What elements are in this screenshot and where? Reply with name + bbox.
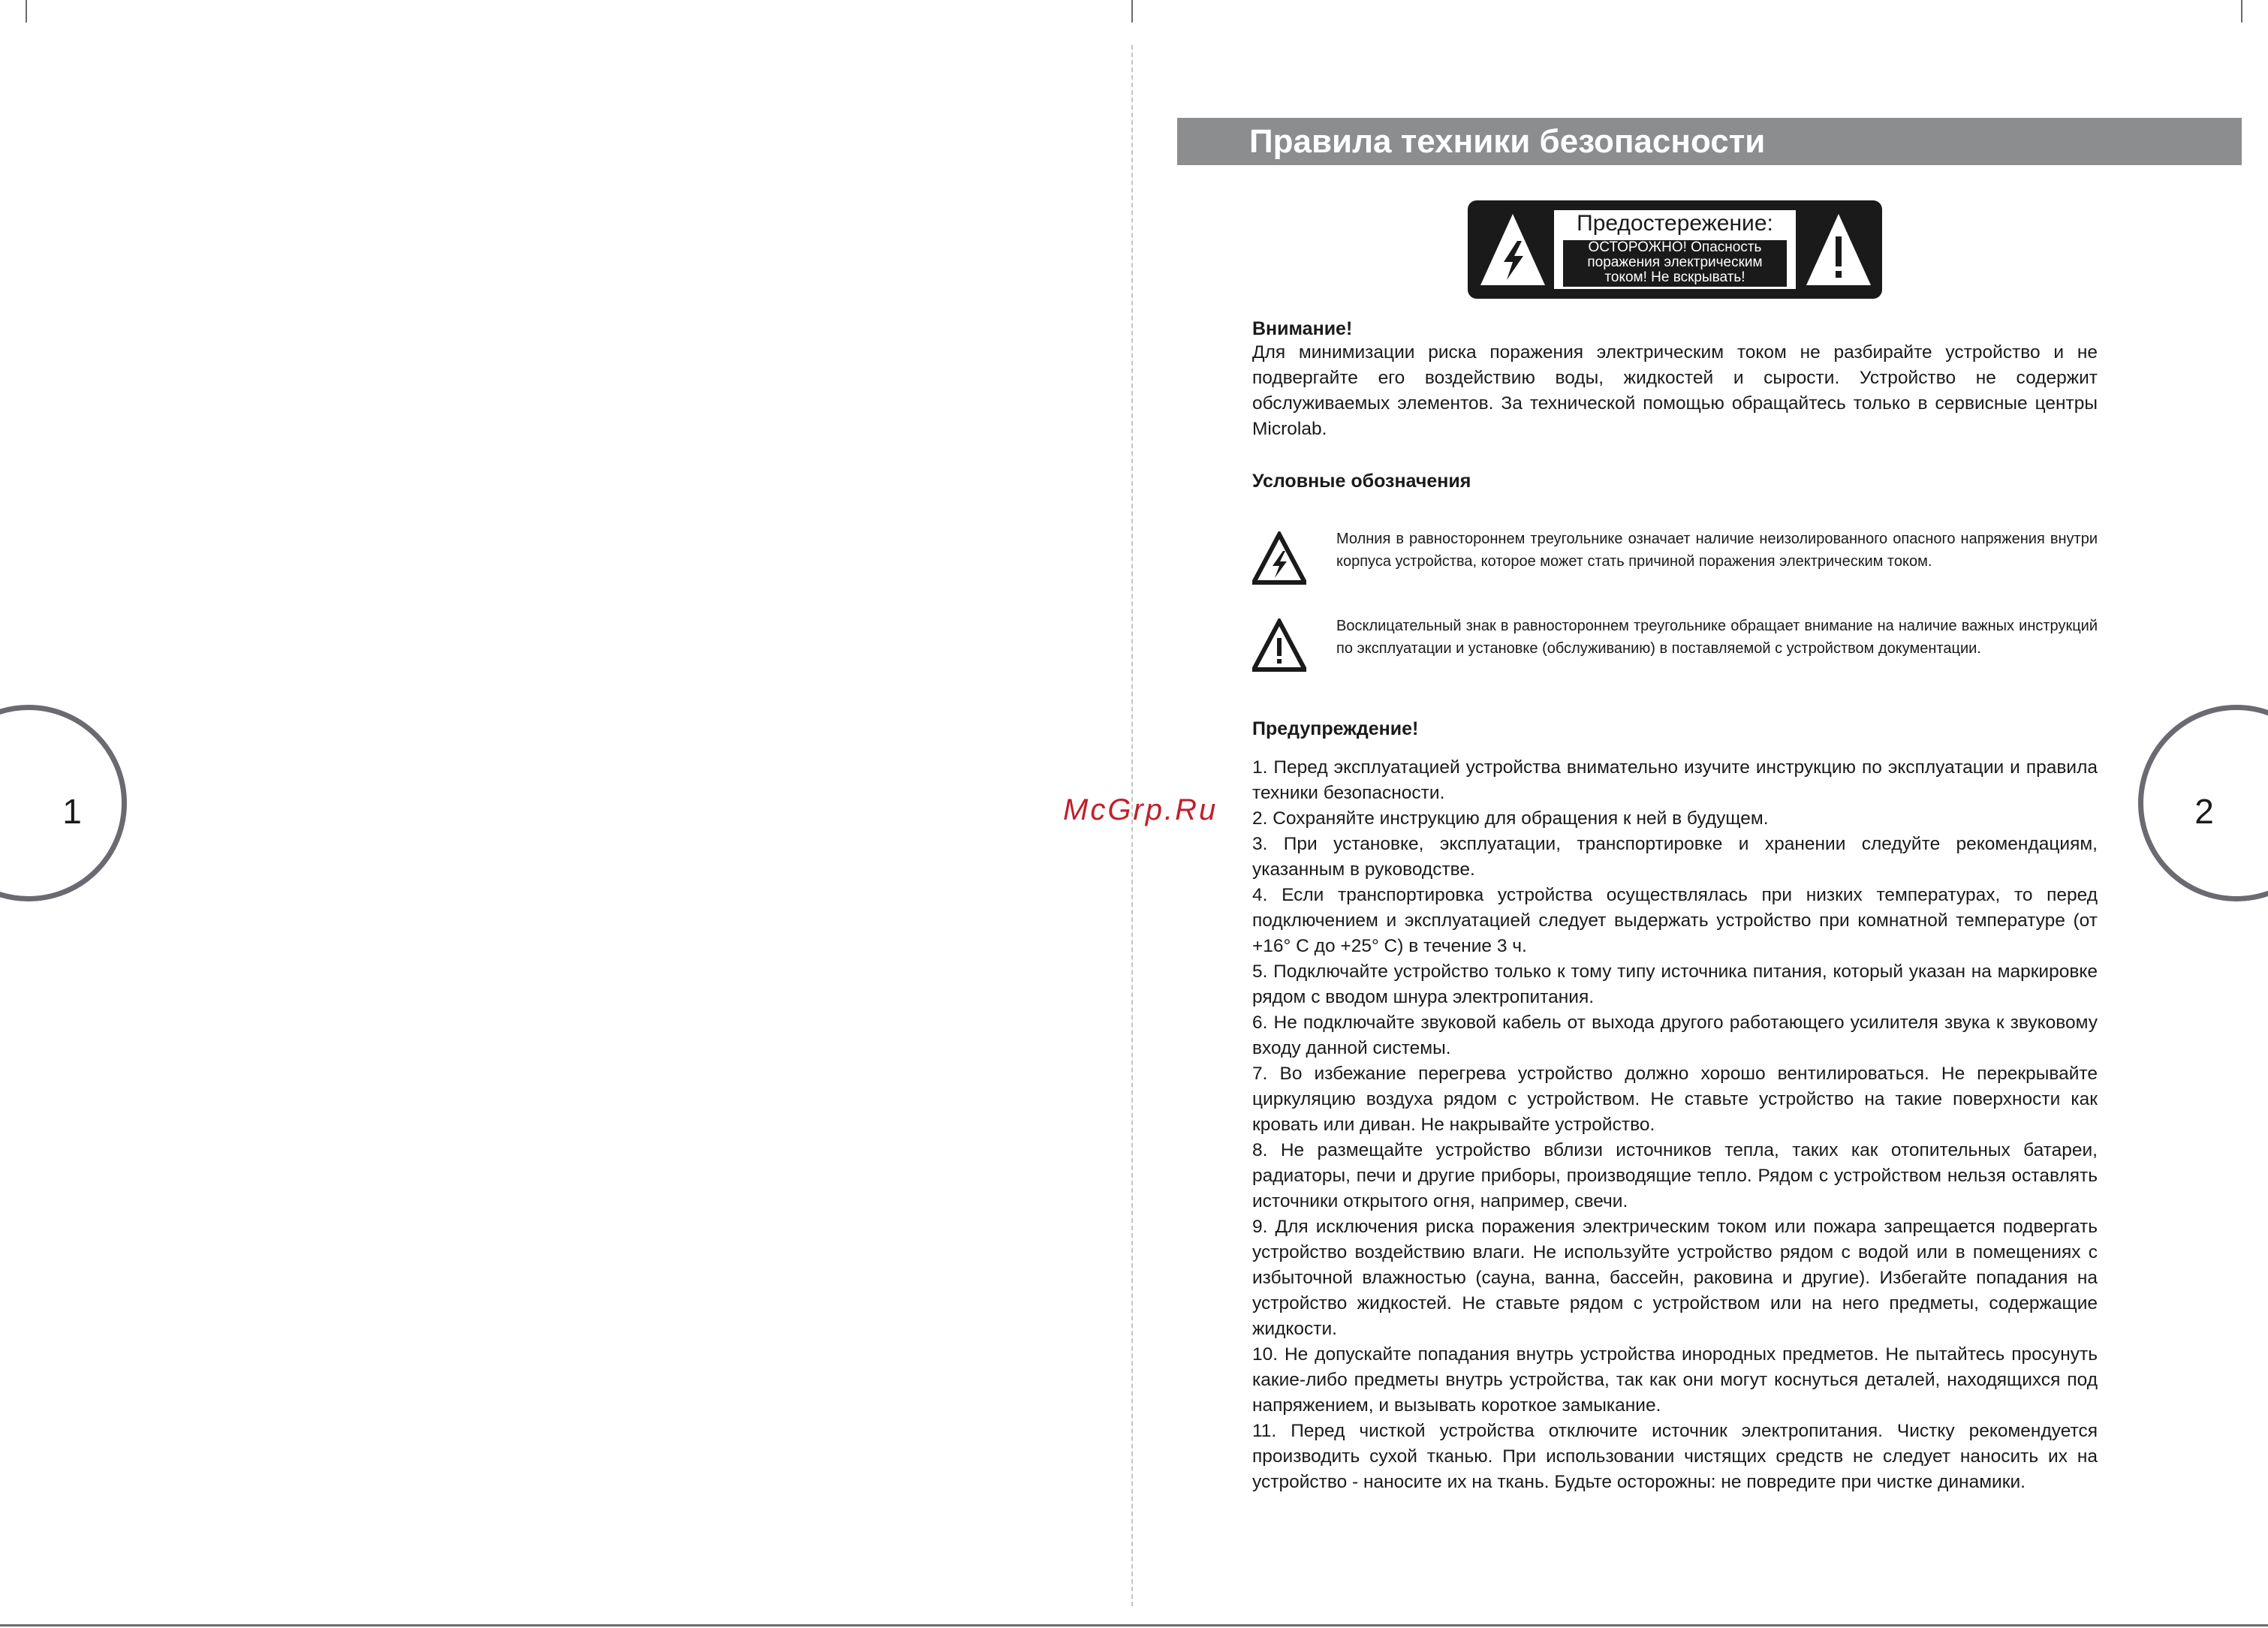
page-number-left: 1 [62, 792, 82, 831]
warning-item: 5. Подключайте устройство только к тому типу источника питания, который указан на маркировке рядом с вводом шнура электропитания. [1252, 961, 2098, 1007]
symbols-heading: Условные обозначения [1252, 471, 1471, 492]
caution-label [1468, 200, 1882, 299]
crop-mark [26, 0, 27, 23]
attention-text: Для минимизации риска поражения электрическим током не разбирайте устройство и не подвергайте его воздействию воды, жидкостей и сырости. Устройство не содержит обслуживаемых элементов. За технической помощью обращайтесь только в сервисные центры Microlab. [1252, 342, 2098, 439]
warning-section [1252, 718, 2098, 1495]
warning-heading: Предупреждение! [1252, 718, 1419, 739]
warning-item: 9. Для исключения риска поражения электрическим током или пожара запрещается подвергать устройство воздействию влаги. Не используйте устройство рядом с водой или в помещениях с избыточной влажностью (сауна, ванна, бассейн, раковина и другие). Избегайте попадания на устройство жидкостей. Не ставьте рядом с устройством или на него предметы, содержащие жидкости. [1252, 1217, 2098, 1339]
warning-item: 6. Не подключайте звуковой кабель от выхода другого работающего усилителя звука к звуковому входу данной системы. [1252, 1013, 2098, 1058]
lightning-triangle-icon [1478, 211, 1547, 288]
crop-mark [2241, 0, 2242, 23]
warning-item: 3. При установке, эксплуатации, транспортировке и хранении следуйте рекомендациям, указанным в руководстве. [1252, 834, 2098, 880]
caution-message [1563, 240, 1787, 287]
attention-heading: Внимание! [1252, 318, 1353, 339]
caution-line: током! Не вскрывать! [1604, 269, 1745, 285]
exclamation-triangle-icon [1252, 618, 1306, 673]
page-number-right: 2 [2194, 792, 2214, 831]
warning-item: 2. Сохраняйте инструкцию для обращения к ней в будущем. [1252, 808, 1769, 829]
symbols-heading-block [1252, 471, 2098, 492]
crop-mark [1131, 0, 1133, 23]
caution-line: поражения электрическим [1587, 254, 1763, 270]
section-title-bar [1177, 118, 2242, 165]
caution-heading: Предостережение: [1577, 211, 1773, 236]
symbol-item [1252, 615, 2098, 691]
lightning-triangle-icon [1252, 531, 1306, 585]
symbol-description: Восклицательный знак в равностороннем треугольнике обращает внимание на наличие важных инструкций по эксплуатации и установке (обслуживанию) в поставляемой с устройством документации. [1336, 618, 2098, 657]
watermark: McGrp.Ru [1063, 793, 1218, 826]
page-title: Правила техники безопасности [1249, 123, 1766, 160]
attention-section [1252, 318, 2098, 442]
caution-line: ОСТОРОЖНО! Опасность [1588, 239, 1762, 255]
caution-text-panel [1554, 210, 1796, 289]
symbol-description: Молния в равностороннем треугольнике означает наличие неизолированного опасного напряжения внутри корпуса устройства, которое может стать причиной поражения электрическим током. [1336, 531, 2098, 570]
exclamation-triangle-icon [1804, 211, 1873, 288]
symbol-item [1252, 528, 2098, 603]
warning-item: 1. Перед эксплуатацией устройства внимательно изучите инструкцию по эксплуатации и правила техники безопасности. [1252, 757, 2098, 803]
bottom-rule [0, 1624, 2268, 1626]
warning-item: 8. Не размещайте устройство вблизи источников тепла, таких как отопительных батареи, радиаторы, печи и другие приборы, производящие тепло. Рядом с устройством нельзя оставлять источники открытого огня, например, свечи. [1252, 1140, 2098, 1211]
warning-item: 10. Не допускайте попадания внутрь устройства инородных предметов. Не пытайтесь просунуть какие-либо предметы внутрь устройства, так как они могут коснуться деталей, находящихся под напряжением, и вызывать короткое замыкание. [1252, 1344, 2098, 1416]
warning-item: 7. Во избежание перегрева устройство должно хорошо вентилироваться. Не перекрывайте циркуляцию воздуха рядом с устройством. Не ставьте устройство на такие поверхности как кровать или диван. Не накрывайте устройство. [1252, 1064, 2098, 1135]
warning-item: 4. Если транспортировка устройства осуществлялась при низких температурах, то перед подключением и эксплуатацией следует выдержать устройство при комнатной температуре (от +16° С до +25° С) в течение 3 ч. [1252, 885, 2098, 956]
warning-item: 11. Перед чисткой устройства отключите источник электропитания. Чистку рекомендуется производить сухой тканью. При использовании чистящих средств не следует наносить их на устройство - наносите их на ткань. Будьте осторожны: не повредите при чистке динамики. [1252, 1421, 2098, 1492]
